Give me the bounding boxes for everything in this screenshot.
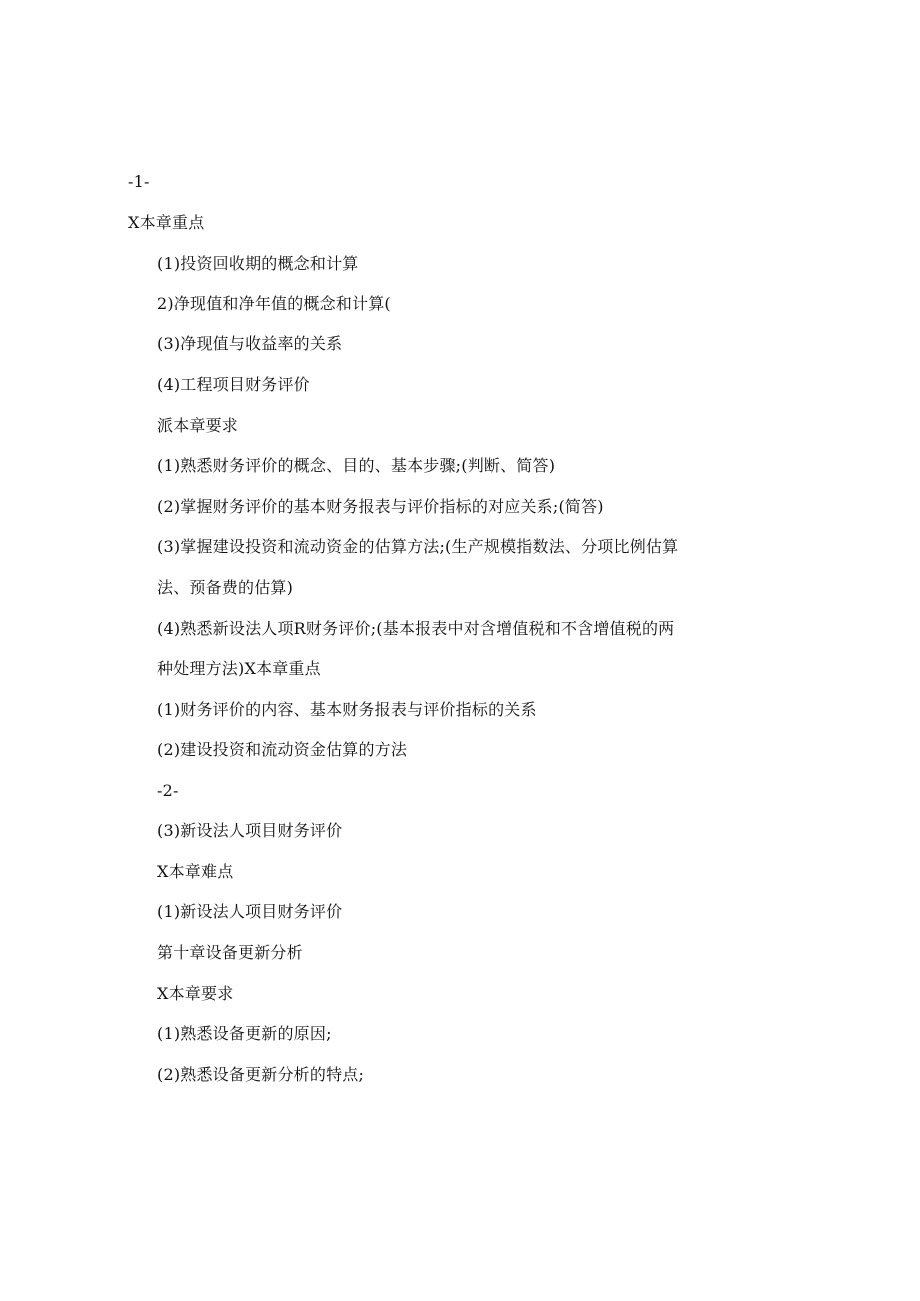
section-heading-requirements: 派本章要求 [157,416,239,435]
list-item: (1)财务评价的内容、基本财务报表与评价指标的关系 [157,700,537,719]
section-heading-key-points: X本章重点 [128,213,205,232]
section-heading-requirements: X本章要求 [157,984,234,1003]
list-item: (1)熟悉设备更新的原因; [157,1024,332,1043]
list-item-continuation: 法、预备费的估算) [157,578,294,597]
list-item: (1)投资回收期的概念和计算 [157,254,359,273]
list-item: (2)建设投资和流动资金估算的方法 [157,740,408,759]
list-item: (3)净现值与收益率的关系 [157,334,343,353]
list-item: (4)熟悉新设法人项R财务评价;(基本报表中对含增值税和不含增值税的两 [157,619,675,638]
list-item: (1)新设法人项目财务评价 [157,902,343,921]
list-item: 2)净现值和净年值的概念和计算( [157,294,391,313]
list-item: (2)熟悉设备更新分析的特点; [157,1065,365,1084]
chapter-title: 第十章设备更新分析 [157,943,303,962]
list-item-continuation: 种处理方法)X本章重点 [157,659,321,678]
list-item: (1)熟悉财务评价的概念、目的、基本步骤;(判断、简答) [157,456,556,475]
list-item: (3)掌握建设投资和流动资金的估算方法;(生产规模指数法、分项比例估算 [157,537,679,556]
list-item: (2)掌握财务评价的基本财务报表与评价指标的对应关系;(简答) [157,497,604,516]
page-number-1: -1- [128,172,150,191]
list-item: (3)新设法人项目财务评价 [157,821,343,840]
page-number-2: -2- [157,781,179,800]
section-heading-difficulties: X本章难点 [157,862,234,881]
list-item: (4)工程项目财务评价 [157,375,310,394]
